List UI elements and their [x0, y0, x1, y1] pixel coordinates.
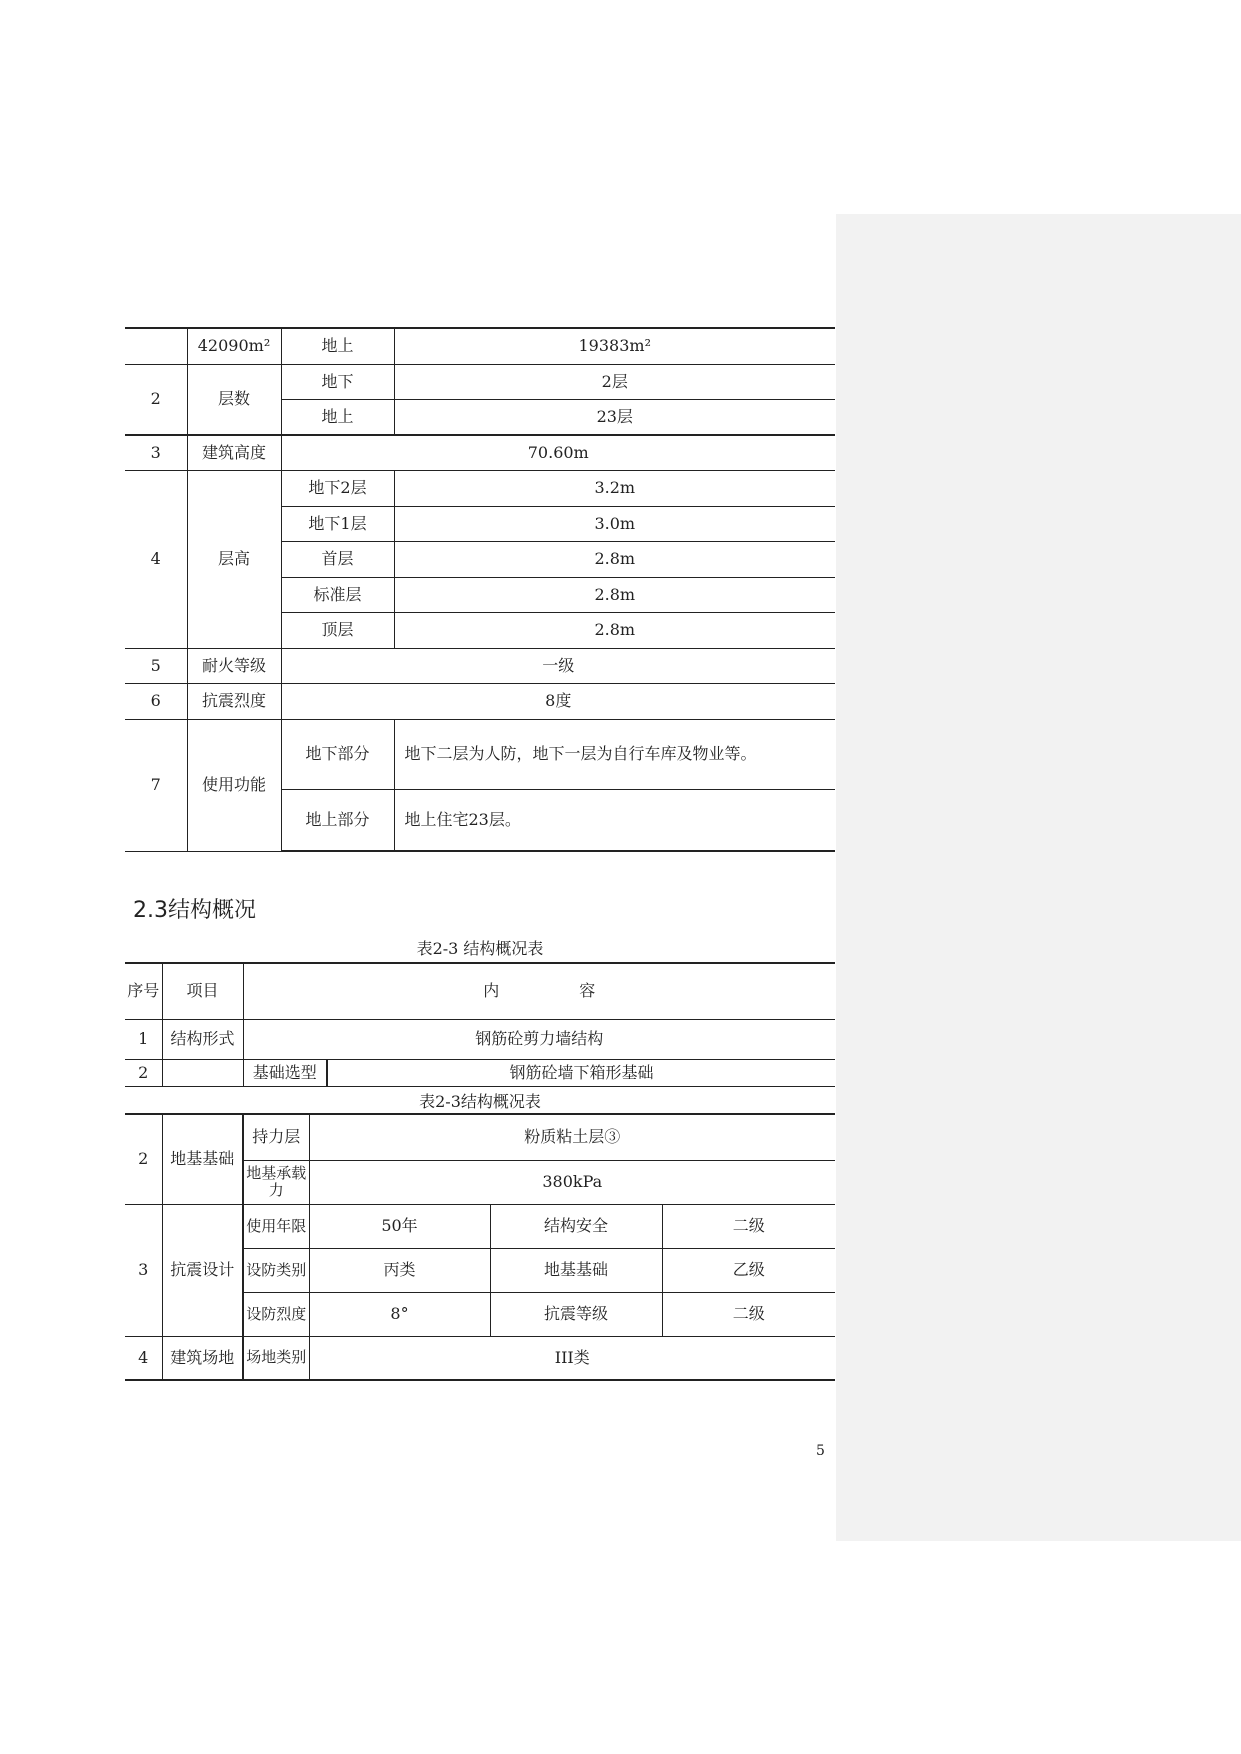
sub-label-cell: 标准层 [281, 577, 394, 612]
table-row [125, 683, 835, 719]
value-cell: 50年 [309, 1204, 490, 1248]
value-cell: 地下二层为人防，地下一层为自行车库及物业等。 [394, 719, 835, 789]
section-heading: 2.3结构概况 [133, 898, 256, 923]
value-cell: 2层 [394, 364, 835, 399]
item-cell: 建筑高度 [187, 435, 281, 470]
item-cell: 层高 [187, 470, 281, 648]
value-cell: 19383m² [394, 328, 835, 364]
table-row [125, 328, 835, 364]
row-no-cell: 3 [125, 1204, 162, 1336]
building-overview-table [125, 327, 835, 852]
sub-label-cell: 首层 [281, 541, 394, 577]
table-row [125, 435, 835, 470]
value-cell: 23层 [394, 399, 835, 435]
row-no-cell: 4 [125, 1336, 162, 1380]
table-row [125, 1204, 835, 1248]
sub-label-cell: 设防烈度 [243, 1292, 309, 1336]
value-cell: 8° [309, 1292, 490, 1336]
sub-label-cell: 基础选型 [243, 1059, 327, 1086]
table-row [125, 648, 835, 683]
page-number: 5 [816, 1443, 825, 1459]
sub-label-cell: 地下部分 [281, 719, 394, 789]
item-cell: 结构形式 [162, 1019, 243, 1059]
sub-label-cell: 地上部分 [281, 789, 394, 851]
table-row [125, 470, 835, 506]
table-header-row [125, 963, 835, 1019]
value-cell: 2.8m [394, 612, 835, 648]
value-cell: 2.8m [394, 541, 835, 577]
row-no-cell: 7 [125, 719, 187, 851]
structure-overview-table [125, 962, 835, 1087]
value-cell: 3.2m [394, 470, 835, 506]
item-cell: 耐火等级 [187, 648, 281, 683]
item-cell: 建筑场地 [162, 1336, 243, 1380]
sub-label-cell: 地上 [281, 328, 394, 364]
value-cell: 70.60m [281, 435, 835, 470]
key-cell: 地基基础 [490, 1248, 662, 1292]
table-caption: 表2-3 结构概况表 [416, 939, 544, 958]
item-cell: 抗震设计 [162, 1204, 243, 1336]
value-cell: 一级 [281, 648, 835, 683]
sub-label-cell: 设防类别 [243, 1248, 309, 1292]
value-cell: 380kPa [309, 1160, 835, 1204]
row-no-cell: 2 [125, 1059, 162, 1086]
table-row [125, 364, 835, 399]
item-cell [162, 1059, 243, 1086]
value-cell: 乙级 [662, 1248, 835, 1292]
row-no-cell: 2 [125, 364, 187, 435]
sub-label-cell: 顶层 [281, 612, 394, 648]
table-row [125, 719, 835, 789]
key-cell: 结构安全 [490, 1204, 662, 1248]
row-no-cell: 1 [125, 1019, 162, 1059]
value-cell: 地上住宅23层。 [394, 789, 835, 851]
sub-label-cell: 持力层 [243, 1114, 309, 1160]
sub-label-cell: 场地类别 [243, 1336, 309, 1380]
table-caption: 表2-3结构概况表 [419, 1092, 541, 1111]
table-row [125, 1114, 835, 1160]
sub-label-cell: 地下1层 [281, 506, 394, 541]
value-cell: 钢筋砼剪力墙结构 [243, 1019, 835, 1059]
item-cell: 抗震烈度 [187, 683, 281, 719]
row-no-cell: 3 [125, 435, 187, 470]
header-no-cell: 序号 [125, 963, 162, 1019]
sub-label-cell: 地上 [281, 399, 394, 435]
sub-label-cell: 地基承载力 [243, 1160, 309, 1204]
value-cell: 二级 [662, 1292, 835, 1336]
row-no-cell: 4 [125, 470, 187, 648]
value-cell: III类 [309, 1336, 835, 1380]
value-cell: 钢筋砼墙下箱形基础 [327, 1059, 835, 1086]
structure-overview-table-continued [125, 1113, 835, 1381]
item-cell: 地基基础 [162, 1114, 243, 1204]
value-cell: 二级 [662, 1204, 835, 1248]
comment-margin-panel [836, 214, 1241, 1541]
sub-label-cell: 地下 [281, 364, 394, 399]
row-no-cell: 6 [125, 683, 187, 719]
total-area-cell: 42090m² [187, 328, 281, 364]
table-row [125, 1019, 835, 1059]
key-cell: 抗震等级 [490, 1292, 662, 1336]
row-no-cell: 5 [125, 648, 187, 683]
value-cell: 8度 [281, 683, 835, 719]
header-content-cell: 内 容 [243, 963, 835, 1019]
table-row [125, 1336, 835, 1380]
table-row [125, 1059, 835, 1086]
sub-label-cell: 地下2层 [281, 470, 394, 506]
item-cell: 层数 [187, 364, 281, 435]
sub-label-cell: 使用年限 [243, 1204, 309, 1248]
value-cell: 2.8m [394, 577, 835, 612]
value-cell: 丙类 [309, 1248, 490, 1292]
value-cell: 粉质粘土层③ [309, 1114, 835, 1160]
header-item-cell: 项目 [162, 963, 243, 1019]
row-no-cell [125, 328, 187, 364]
value-cell: 3.0m [394, 506, 835, 541]
item-cell: 使用功能 [187, 719, 281, 851]
row-no-cell: 2 [125, 1114, 162, 1204]
